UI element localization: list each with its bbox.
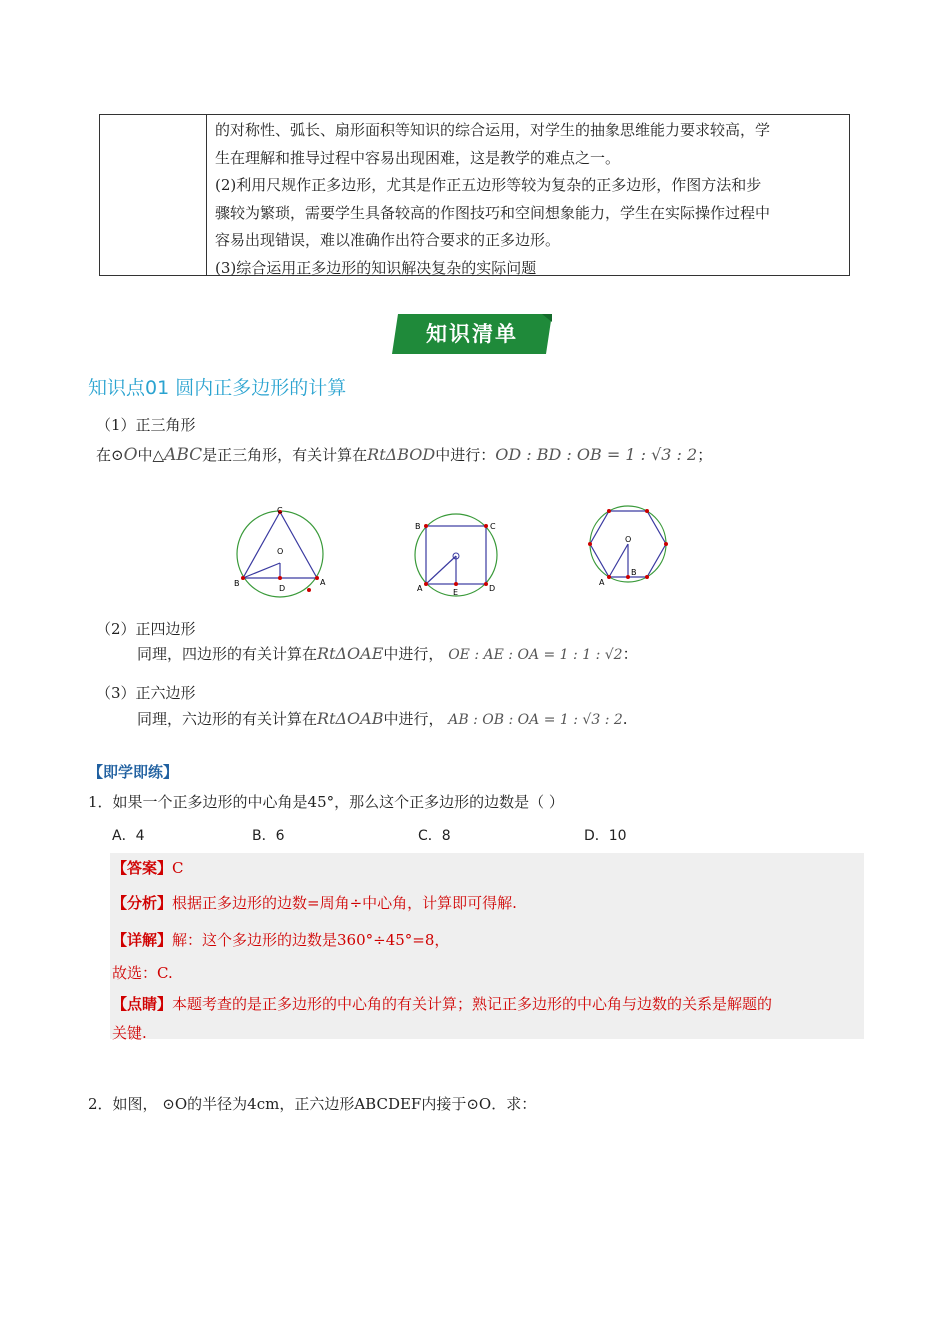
text: 中△ [137, 446, 165, 464]
ratio-triangle: OD : BD : OB = 1 : √3 : 2 [495, 445, 698, 464]
knowledge-point-title: 知识点01 圆内正多边形的计算 [88, 377, 347, 399]
answer-value: C [172, 859, 184, 877]
label-o: O [625, 535, 632, 544]
answer-tag: 【答案】 [112, 859, 173, 877]
math-rt-bod: RtΔBOD [367, 445, 436, 464]
q1-option-a: A．4 [112, 828, 145, 844]
text: 同理，四边形的有关计算在 [137, 645, 318, 663]
text: 中进行： [435, 446, 496, 464]
label-c: C [277, 506, 283, 515]
comment-line [112, 993, 772, 1014]
table-line: 容易出现错误，难以准确作出符合要求的正多边形。 [215, 231, 561, 249]
label-b: B [234, 579, 240, 588]
label-c: C [490, 522, 496, 531]
label-a: A [417, 584, 423, 593]
text: 中进行， [383, 645, 444, 663]
table-left-cell [100, 115, 207, 275]
text: 在⊙ [96, 446, 124, 464]
answer-line [112, 857, 184, 878]
hexagon-figure [582, 503, 677, 591]
math-o: O [123, 445, 138, 465]
text: ： [622, 645, 638, 663]
table-line: 生在理解和推导过程中容易出现困难，这是教学的难点之一。 [215, 148, 621, 167]
square-heading: （2）正四边形 [96, 620, 196, 638]
label-o: O [277, 547, 284, 556]
triangle-heading: （1）正三角形 [96, 416, 196, 434]
q1-option-b: B．6 [252, 828, 285, 844]
math-abc: ABC [164, 445, 203, 465]
label-d: D [489, 584, 496, 593]
triangle-statement [96, 444, 712, 465]
text: 是正三角形，有关计算在 [202, 446, 368, 464]
comment-line-2: 关键. [112, 1024, 147, 1042]
ratio-square: OE : AE : OA = 1 : 1 : √2 [448, 647, 623, 663]
q1-option-c: C．8 [418, 828, 451, 844]
text: 中进行， [383, 710, 444, 728]
label-b: B [631, 568, 637, 577]
text: . [622, 710, 628, 728]
label-d: D [279, 584, 286, 593]
comment-tag: 【点睛】 [112, 995, 173, 1013]
table-right-cell [215, 117, 840, 282]
analysis-text: 根据正多边形的边数=周角÷中心角，计算即可得解. [172, 894, 517, 912]
comment-text: 本题考查的是正多边形的中心角的有关计算；熟记正多边形的中心角与边数的关系是解题的 [172, 995, 773, 1013]
section-banner [392, 312, 552, 356]
analysis-line [112, 892, 517, 913]
text: ； [697, 446, 713, 464]
detail-text: 解：这个多边形的边数是360°÷45°=8， [172, 931, 450, 949]
math-rt-oae: RtΔOAE [317, 644, 384, 663]
table-line: 骤较为繁琐，需要学生具备较高的作图技巧和空间想象能力，学生在实际操作过程中 [215, 203, 771, 222]
ratio-hexagon: AB : OB : OA = 1 : √3 : 2 [448, 712, 623, 728]
banner-label: 知识清单 [426, 322, 518, 346]
detail-tag: 【详解】 [112, 931, 173, 949]
label-a: A [320, 578, 326, 587]
objectives-table [99, 114, 850, 276]
label-b: B [415, 522, 421, 531]
detail-line [112, 929, 449, 950]
choose-line: 故选：C. [112, 964, 173, 982]
triangle-figure [230, 505, 330, 599]
text: 同理，六边形的有关计算在 [137, 710, 318, 728]
q2-stem: 2．如图， ⊙O的半径为4cm，正六边形ABCDEF内接于⊙O．求： [88, 1095, 537, 1113]
analysis-tag: 【分析】 [112, 894, 173, 912]
q1-stem: 1．如果一个正多边形的中心角是45°，那么这个正多边形的边数是（ ） [88, 793, 564, 811]
math-rt-oab: RtΔOAB [317, 709, 384, 728]
table-line: 的对称性、弧长、扇形面积等知识的综合运用，对学生的抽象思维能力要求较高，学 [215, 121, 771, 139]
square-statement [137, 643, 638, 664]
square-figure [406, 510, 506, 600]
label-a: A [599, 578, 605, 587]
table-line: (3)综合运用正多边形的知识解决复杂的实际问题 [215, 258, 537, 277]
q1-option-d: D．10 [584, 828, 627, 844]
hexagon-heading: （3）正六边形 [96, 684, 196, 702]
label-e: E [453, 588, 459, 597]
practice-title: 【即学即练】 [88, 763, 179, 781]
table-line: (2)利用尺规作正多边形，尤其是作正五边形等较为复杂的正多边形，作图方法和步 [215, 176, 762, 194]
hexagon-statement [137, 708, 628, 729]
